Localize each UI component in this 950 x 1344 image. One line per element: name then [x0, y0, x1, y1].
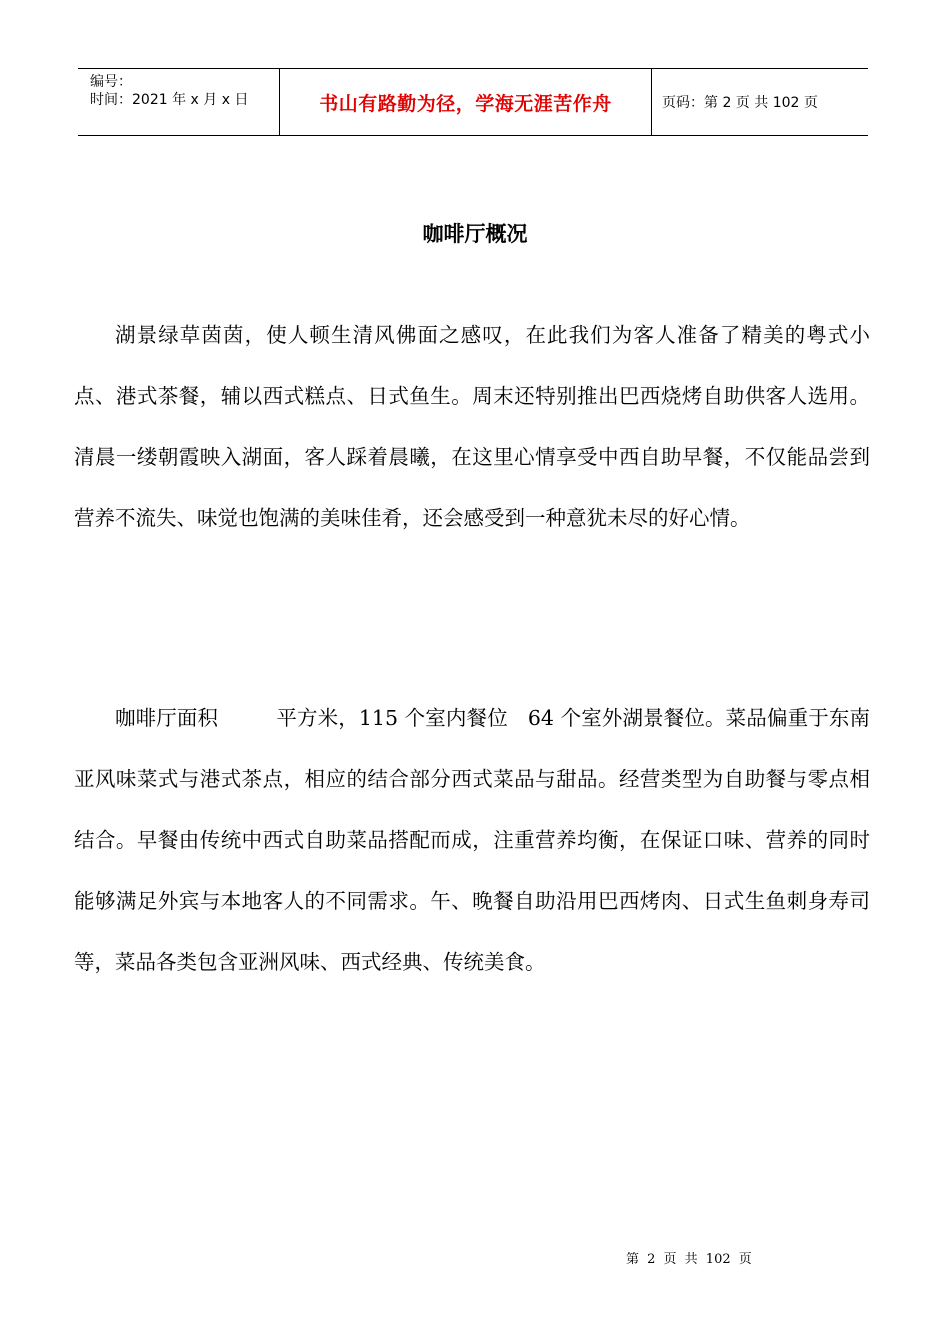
paragraph-details-part1: 咖啡厅面积 — [115, 706, 219, 730]
header-motto-cell — [280, 69, 652, 135]
number-label: 编号： — [90, 74, 132, 90]
header-page-cell — [652, 69, 868, 135]
paragraph-details-part3: 64 个室外湖景餐位。菜品偏重于东南亚风味菜式与港式茶点，相应的结合部分西式菜品与甜品。经营类型为自助餐与零点相结合。早餐由传统中西式自助菜品搭配而成，注重营养均衡，在保证口味、营养的同时能够满足外宾与本地客人的不同需求。午、晚餐自助沿用巴西烤肉、日式生鱼刺身寿司等，菜品各类包含亚洲风味、西式经典、传统美食。 — [74, 706, 870, 974]
paragraph-intro: 湖景绿草茵茵，使人顿生清风佛面之感叹，在此我们为客人准备了精美的粤式小点、港式茶餐，辅以西式糕点、日式鱼生。周末还特别推出巴西烧烤自助供客人选用。清晨一缕朝霞映入湖面，客人踩着晨曦，在这里心情享受中西自助早餐，不仅能品尝到营养不流失、味觉也饱满的美味佳肴，还会感受到一种意犹未尽的好心情。 — [74, 323, 870, 530]
date-label: 时间：2021 年 x 月 x 日 — [90, 92, 249, 108]
document-title: 咖啡厅概况 — [422, 222, 528, 246]
paragraph-details — [74, 688, 870, 993]
header-meta-cell — [78, 69, 280, 135]
document-header — [78, 68, 868, 136]
header-page-info: 页码：第 2 页 共 102 页 — [662, 95, 818, 111]
header-motto: 书山有路勤为径，学海无涯苦作舟 — [319, 92, 612, 115]
page-footer: 第 2 页 共 102 页 — [626, 1252, 752, 1267]
paragraph-details-part2: 平方米，115 个室内餐位 — [276, 706, 508, 730]
